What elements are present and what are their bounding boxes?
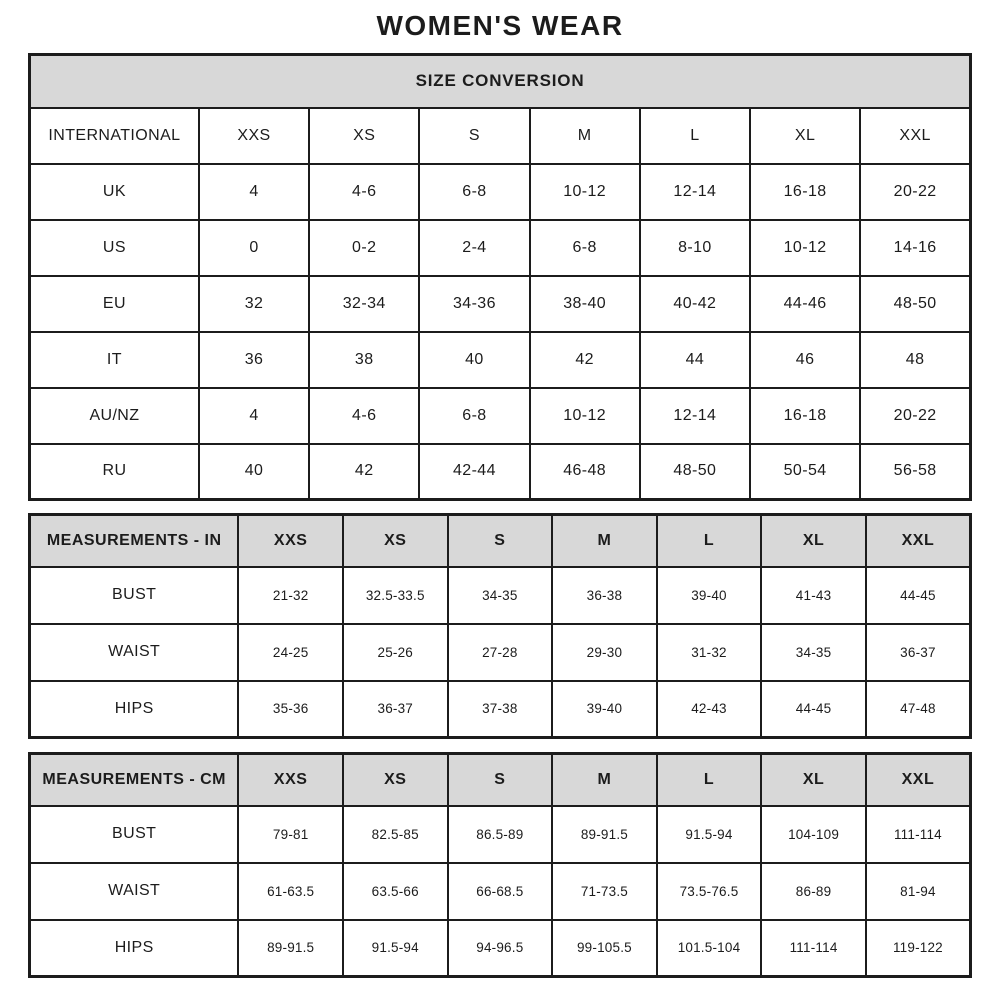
size-column-header: XL [761, 515, 866, 567]
size-value: 40-42 [640, 276, 750, 332]
measurement-value: 99-105.5 [552, 920, 657, 977]
size-value: 42-44 [419, 444, 529, 500]
measurement-value: 119-122 [866, 920, 971, 977]
size-conversion-row-aunz [30, 388, 971, 444]
measurement-value: 29-30 [552, 624, 657, 681]
size-value: 4 [199, 388, 309, 444]
measurement-label: HIPS [30, 681, 239, 738]
size-column-header: S [419, 108, 529, 164]
measurement-value: 104-109 [761, 806, 866, 863]
size-value: 46 [750, 332, 860, 388]
size-value: 14-16 [860, 220, 970, 276]
page-title: WOMEN'S WEAR [376, 10, 624, 41]
measurements-title: MEASUREMENTS - CM [30, 754, 239, 806]
t2-header-row [30, 515, 971, 567]
size-conversion-row-us [30, 220, 971, 276]
size-value: 2-4 [419, 220, 529, 276]
measurement-value: 71-73.5 [552, 863, 657, 920]
size-column-header: M [530, 108, 640, 164]
size-value: 10-12 [750, 220, 860, 276]
size-value: 12-14 [640, 164, 750, 220]
region-label: IT [30, 332, 199, 388]
measurement-value: 35-36 [238, 681, 343, 738]
size-value: 32 [199, 276, 309, 332]
measurement-value: 81-94 [866, 863, 971, 920]
size-column-header: L [640, 108, 750, 164]
measurement-value: 42-43 [657, 681, 762, 738]
size-conversion-row-ru [30, 444, 971, 500]
region-label: RU [30, 444, 199, 500]
measurement-value: 63.5-66 [343, 863, 448, 920]
size-value: 4-6 [309, 388, 419, 444]
measurement-value: 111-114 [761, 920, 866, 977]
measurement-value: 89-91.5 [552, 806, 657, 863]
size-conversion-row-it [30, 332, 971, 388]
t2-row-hips [30, 681, 971, 738]
size-value: 10-12 [530, 164, 640, 220]
measurement-value: 89-91.5 [238, 920, 343, 977]
size-conversion-header-row [30, 108, 971, 164]
size-column-header: S [448, 754, 553, 806]
measurement-value: 61-63.5 [238, 863, 343, 920]
measurement-value: 24-25 [238, 624, 343, 681]
size-value: 6-8 [530, 220, 640, 276]
measurements-in-table [28, 513, 972, 739]
size-value: 40 [199, 444, 309, 500]
measurement-value: 73.5-76.5 [657, 863, 762, 920]
t3-row-hips [30, 920, 971, 977]
size-value: 16-18 [750, 164, 860, 220]
measurements-cm-table [28, 752, 972, 978]
measurement-value: 37-38 [448, 681, 553, 738]
size-value: 4-6 [309, 164, 419, 220]
measurement-value: 111-114 [866, 806, 971, 863]
size-conversion-row-eu [30, 276, 971, 332]
measurement-value: 66-68.5 [448, 863, 553, 920]
measurement-value: 34-35 [761, 624, 866, 681]
size-value: 42 [530, 332, 640, 388]
measurement-label: WAIST [30, 624, 239, 681]
size-column-header: XXL [866, 754, 971, 806]
size-column-header: XXS [238, 515, 343, 567]
size-value: 32-34 [309, 276, 419, 332]
measurement-value: 94-96.5 [448, 920, 553, 977]
size-value: 38 [309, 332, 419, 388]
size-value: 6-8 [419, 164, 529, 220]
size-column-header: S [448, 515, 553, 567]
measurement-value: 82.5-85 [343, 806, 448, 863]
measurements-title: MEASUREMENTS - IN [30, 515, 239, 567]
measurement-value: 31-32 [657, 624, 762, 681]
measurement-value: 86.5-89 [448, 806, 553, 863]
size-column-header: XXS [199, 108, 309, 164]
size-column-header: XXL [866, 515, 971, 567]
size-value: 44-46 [750, 276, 860, 332]
measurement-value: 34-35 [448, 567, 553, 624]
size-column-header: L [657, 754, 762, 806]
measurement-value: 79-81 [238, 806, 343, 863]
region-label: US [30, 220, 199, 276]
measurement-value: 36-37 [343, 681, 448, 738]
measurement-label: WAIST [30, 863, 239, 920]
measurement-value: 101.5-104 [657, 920, 762, 977]
size-conversion-banner-row [30, 55, 971, 108]
size-value: 50-54 [750, 444, 860, 500]
size-column-header: XXL [860, 108, 970, 164]
size-column-header: XL [761, 754, 866, 806]
size-conversion-table [28, 53, 972, 501]
measurement-value: 36-37 [866, 624, 971, 681]
region-label: AU/NZ [30, 388, 199, 444]
size-value: 44 [640, 332, 750, 388]
t3-row-bust [30, 806, 971, 863]
measurement-value: 25-26 [343, 624, 448, 681]
size-value: 40 [419, 332, 529, 388]
size-conversion-row-uk [30, 164, 971, 220]
measurement-value: 39-40 [657, 567, 762, 624]
t3-header-row [30, 754, 971, 806]
size-value: 8-10 [640, 220, 750, 276]
size-value: 48 [860, 332, 970, 388]
region-label: EU [30, 276, 199, 332]
size-value: 48-50 [640, 444, 750, 500]
measurement-label: BUST [30, 567, 239, 624]
region-column-header: INTERNATIONAL [30, 108, 199, 164]
size-value: 34-36 [419, 276, 529, 332]
size-value: 38-40 [530, 276, 640, 332]
size-value: 10-12 [530, 388, 640, 444]
measurement-value: 44-45 [866, 567, 971, 624]
measurement-value: 39-40 [552, 681, 657, 738]
size-value: 42 [309, 444, 419, 500]
measurement-label: BUST [30, 806, 239, 863]
size-value: 0 [199, 220, 309, 276]
t2-row-bust [30, 567, 971, 624]
size-value: 56-58 [860, 444, 970, 500]
size-value: 20-22 [860, 164, 970, 220]
size-conversion-title: SIZE CONVERSION [30, 55, 971, 108]
t2-row-waist [30, 624, 971, 681]
measurement-value: 41-43 [761, 567, 866, 624]
size-column-header: L [657, 515, 762, 567]
size-column-header: M [552, 515, 657, 567]
region-label: UK [30, 164, 199, 220]
size-column-header: XXS [238, 754, 343, 806]
size-column-header: M [552, 754, 657, 806]
size-value: 20-22 [860, 388, 970, 444]
measurement-value: 86-89 [761, 863, 866, 920]
size-value: 6-8 [419, 388, 529, 444]
size-column-header: XS [343, 515, 448, 567]
size-value: 48-50 [860, 276, 970, 332]
size-value: 36 [199, 332, 309, 388]
measurement-value: 32.5-33.5 [343, 567, 448, 624]
measurement-value: 44-45 [761, 681, 866, 738]
size-column-header: XL [750, 108, 860, 164]
size-value: 0-2 [309, 220, 419, 276]
measurement-value: 21-32 [238, 567, 343, 624]
measurement-value: 47-48 [866, 681, 971, 738]
size-column-header: XS [309, 108, 419, 164]
measurement-label: HIPS [30, 920, 239, 977]
size-column-header: XS [343, 754, 448, 806]
size-value: 4 [199, 164, 309, 220]
size-value: 46-48 [530, 444, 640, 500]
measurement-value: 27-28 [448, 624, 553, 681]
size-value: 16-18 [750, 388, 860, 444]
measurement-value: 91.5-94 [657, 806, 762, 863]
size-value: 12-14 [640, 388, 750, 444]
measurement-value: 36-38 [552, 567, 657, 624]
t3-row-waist [30, 863, 971, 920]
measurement-value: 91.5-94 [343, 920, 448, 977]
